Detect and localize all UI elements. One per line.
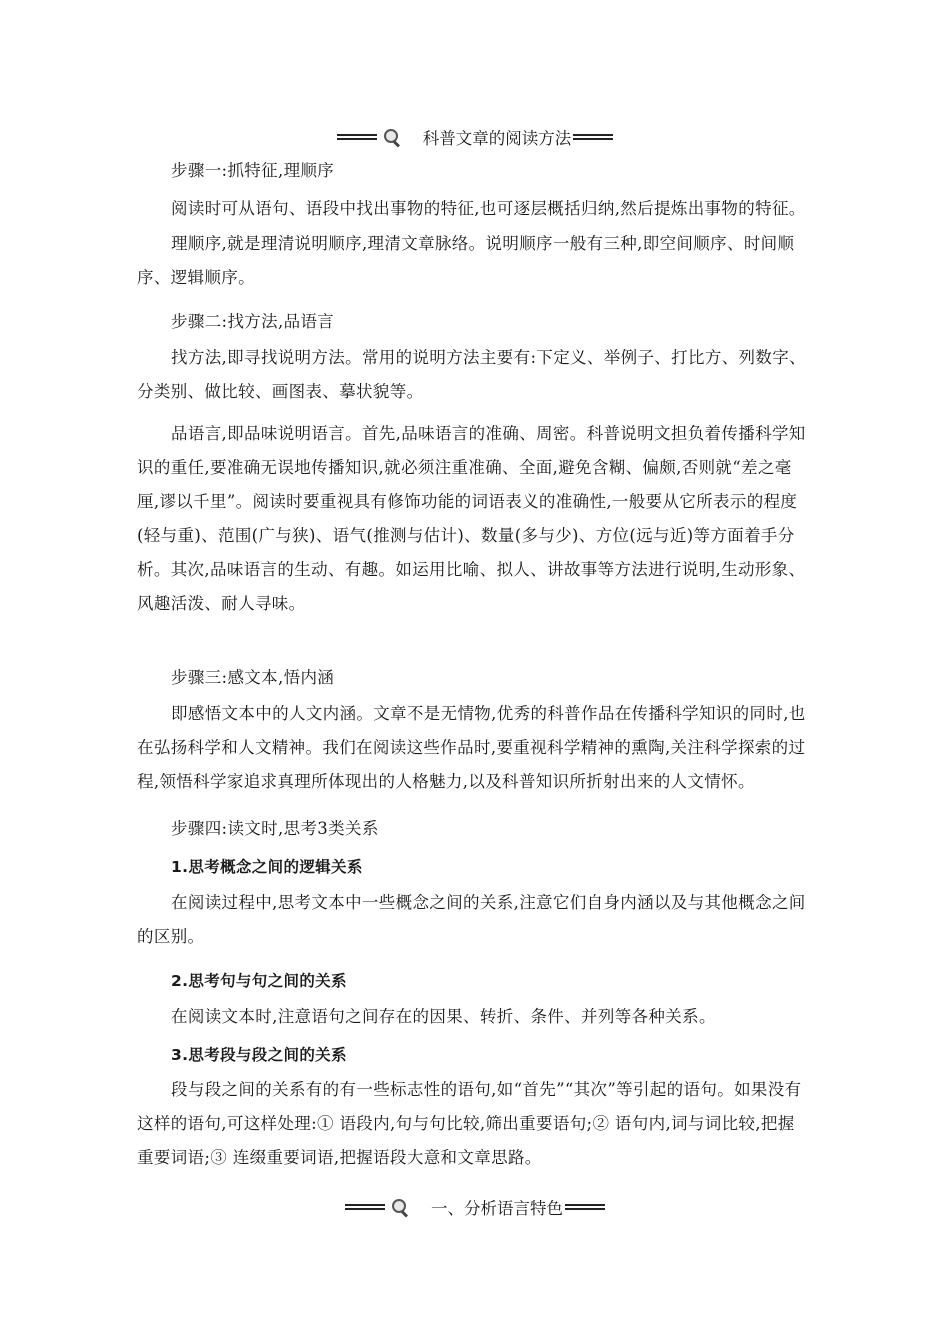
paragraph: 阅读时可从语句、语段中找出事物的特征,也可逐层概括归纳,然后提炼出事物的特征。 [171, 199, 806, 218]
subheading-paragraphs: 3.思考段与段之间的关系 [171, 1046, 347, 1064]
paragraph: 在阅读过程中,思考文本中一些概念之间的关系,注意它们自身内涵以及与其他概念之间的区别。 [137, 893, 806, 946]
section-heading-language-features [0, 1192, 950, 1222]
paragraph: 理顺序,就是理清说明顺序,理清文章脉络。说明顺序一般有三种,即空间顺序、时间顺序、逻辑顺序。 [137, 234, 795, 287]
step-1-title: 步骤一:抓特征,理顺序 [171, 161, 335, 180]
double-rule-left [337, 134, 377, 140]
magnifier-icon [383, 128, 401, 146]
step-2-title: 步骤二:找方法,品语言 [171, 312, 335, 331]
subheading-concepts: 1.思考概念之间的逻辑关系 [171, 858, 363, 876]
double-rule-left [345, 1204, 385, 1210]
subheading-sentences: 2.思考句与句之间的关系 [171, 972, 347, 990]
paragraph: 即感悟文本中的人文内涵。文章不是无情物,优秀的科普作品在传播科学知识的同时,也在弘扬科学和人文精神。我们在阅读这些作品时,要重视科学精神的熏陶,关注科学探索的过程,领悟科学家追求真理所体现出的人格魅力,以及科普知识所折射出来的人文情怀。 [137, 704, 806, 791]
magnifier-icon [391, 1198, 409, 1216]
heading-title: 一、分析语言特色 [431, 1199, 563, 1218]
heading-title: 科普文章的阅读方法 [422, 129, 572, 148]
double-rule-right [573, 134, 613, 140]
paragraph: 在阅读文本时,注意语句之间存在的因果、转折、条件、并列等各种关系。 [171, 1007, 716, 1026]
step-4-title: 步骤四:读文时,思考3类关系 [171, 819, 379, 838]
paragraph: 段与段之间的关系有的有一些标志性的语句,如“首先”“其次”等引起的语句。如果没有这样的语句,可这样处理:① 语段内,句与句比较,筛出重要语句;② 语句内,词与词比较,把握重要词语;③ 连缀重要词语,把握语段大意和文章思路。 [137, 1080, 802, 1167]
paragraph: 找方法,即寻找说明方法。常用的说明方法主要有:下定义、举例子、打比方、列数字、分类别、做比较、画图表、摹状貌等。 [137, 348, 806, 401]
step-3-title: 步骤三:感文本,悟内涵 [171, 668, 335, 687]
section-heading-reading-methods [0, 122, 950, 152]
paragraph: 品语言,即品味说明语言。首先,品味语言的准确、周密。科普说明文担负着传播科学知识的重任,要准确无误地传播知识,就必须注重准确、全面,避免含糊、偏颇,否则就“差之毫厘,谬以千里”。阅读时要重视具有修饰功能的词语表义的准确性,一般要从它所表示的程度(轻与重)、范围(广与狭)、语气(推测与估计)、数量(多与少)、方位(远与近)等方面着手分析。其次,品味语言的生动、有趣。如运用比喻、拟人、讲故事等方法进行说明,生动形象、风趣活泼、耐人寻味。 [137, 424, 806, 613]
double-rule-right [565, 1204, 605, 1210]
